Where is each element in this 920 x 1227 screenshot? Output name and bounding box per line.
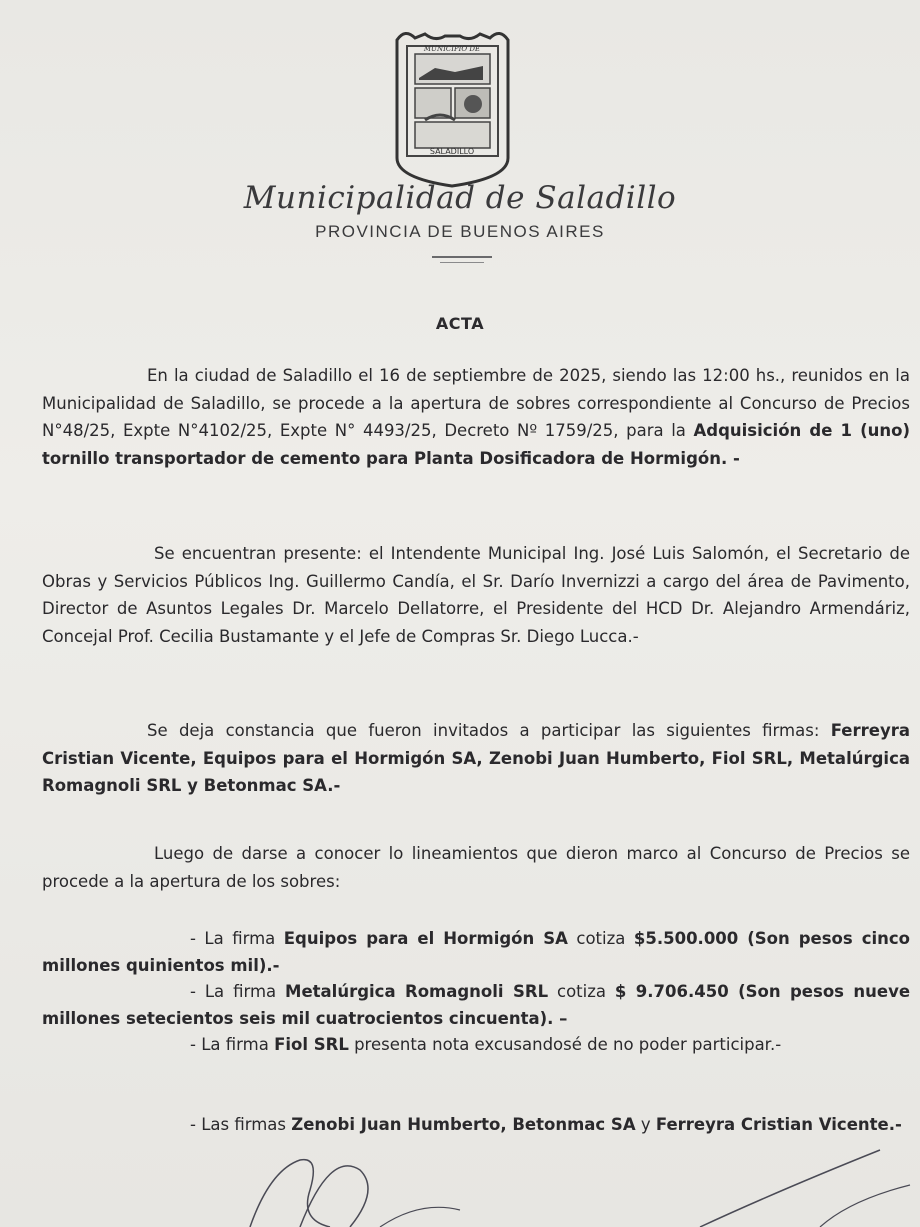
bid-verb: cotiza bbox=[567, 929, 634, 948]
municipality-name: Municipalidad de Saladillo bbox=[243, 180, 677, 216]
bid-item bbox=[42, 979, 910, 1032]
bid-firm: Equipos para el Hormigón SA bbox=[283, 929, 568, 948]
crest-label-top: MUNICIPIO DE bbox=[423, 45, 481, 53]
bid-item bbox=[42, 1032, 910, 1059]
envelopes-text: Luego de darse a conocer lo lineamientos que dieron marco al Concurso de Precios se procede a la apertura de los sobres: bbox=[42, 844, 910, 891]
paragraph-attendees bbox=[42, 540, 910, 650]
invited-firms-list: Ferreyra Cristian Vicente, Equipos para el Hormigón SA, Zenobi Juan Humberto, Fiol SRL, Metalúrgica Romagnoli SRL y Betonmac SA.- bbox=[42, 721, 910, 795]
header-divider bbox=[432, 256, 492, 258]
bid-firm-last: Ferreyra Cristian Vicente.- bbox=[655, 1115, 902, 1134]
bid-amount: $5.500.000 (Son pesos cinco millones quinientos mil).- bbox=[42, 929, 910, 975]
paragraph-invited-firms bbox=[42, 717, 910, 800]
bid-prefix: - La firma bbox=[190, 929, 284, 948]
handwritten-signatures-icon bbox=[0, 1130, 920, 1227]
paragraph-opening bbox=[42, 362, 910, 472]
bid-prefix: - La firma bbox=[190, 1035, 275, 1054]
bid-prefix: - La firma bbox=[190, 982, 286, 1001]
bid-verb: cotiza bbox=[548, 982, 615, 1001]
acquisition-object: Adquisición de 1 (uno) tornillo transportador de cemento para Planta Dosificadora de Hormigón. - bbox=[42, 421, 910, 468]
bid-firm: Fiol SRL bbox=[274, 1035, 349, 1054]
province-name: PROVINCIA DE BUENOS AIRES bbox=[315, 222, 605, 241]
opening-text: En la ciudad de Saladillo el 16 de septiembre de 2025, siendo las 12:00 hs., reunidos en la Municipalidad de Saladillo, se procede a la apertura de sobres correspondiente al Concurso de Precios N°48/25, Expte N°4102/25, Expte N° 4493/25, Decreto Nº 1759/25, para la bbox=[42, 366, 910, 440]
municipal-crest-icon bbox=[385, 28, 520, 188]
bids-list bbox=[42, 926, 910, 1059]
paragraph-opening-envelopes bbox=[42, 840, 910, 895]
bid-firm: Metalúrgica Romagnoli SRL bbox=[285, 982, 549, 1001]
bid-amount: $ 9.706.450 (Son pesos nueve millones setecientos seis mil cuatrocientos cincuenta). – bbox=[42, 982, 911, 1028]
bid-firms: Zenobi Juan Humberto, Betonmac SA bbox=[291, 1115, 636, 1134]
crest-label-bottom: SALADILLO bbox=[429, 147, 475, 156]
bid-item bbox=[42, 926, 910, 979]
bid-conjunction: y bbox=[635, 1115, 656, 1134]
bid-prefix: - Las firmas bbox=[190, 1115, 292, 1134]
header-divider-secondary bbox=[440, 262, 484, 263]
invited-intro: Se deja constancia que fueron invitados a participar las siguientes firmas: bbox=[147, 721, 831, 740]
attendees-text: Se encuentran presente: el Intendente Municipal Ing. José Luis Salomón, el Secretario de Obras y Servicios Públicos Ing. Guillermo Candía, el Sr. Darío Invernizzi a cargo del área de Pavimento, Director de Asuntos Legales Dr. Marcelo Dellatorre, el Presidente del HCD Dr. Alejandro Armendáriz, Concejal Prof. Cecilia Bustamante y el Jefe de Compras Sr. Diego Lucca.- bbox=[42, 544, 910, 646]
document-title: ACTA bbox=[435, 314, 485, 333]
bid-note: presenta nota excusandosé de no poder participar.- bbox=[348, 1035, 782, 1054]
